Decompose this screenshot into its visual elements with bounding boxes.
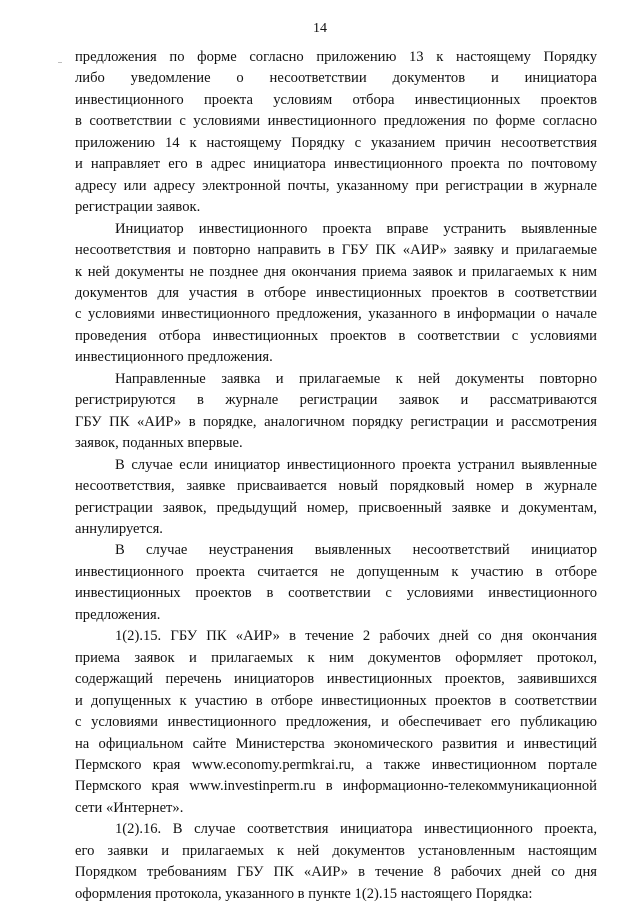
text-line: регистрации заявок.	[75, 199, 201, 216]
text-line: регистрируются в журнале регистрации заявок и рассматриваются	[75, 392, 597, 409]
text-line: и допущенных к участию в отборе инвестиционных проектов в соответствии	[75, 692, 597, 709]
text-line: ГБУ ПК «АИР» в порядке, аналогичном порядку регистрации и рассмотрения	[75, 413, 597, 430]
text-line: Инициатор инвестиционного проекта вправе устранить выявленные	[115, 220, 597, 237]
text-line: Порядком требованиям ГБУ ПК «АИР» в течение 8 рабочих дней со дня	[75, 864, 597, 881]
text-line: заявок, поданных впервые.	[75, 435, 243, 452]
text-line: документов для участия в отборе инвестиционных проектов в соответствии	[75, 284, 597, 301]
text-line: В случае если инициатор инвестиционного проекта устранил выявленные	[115, 456, 597, 473]
text-line: инвестиционного проекта считается не допущенным к участию в отборе	[75, 563, 597, 580]
text-line: предложения.	[75, 606, 161, 623]
text-line: инвестиционных проектов в соответствии с условиями инвестиционного	[75, 585, 597, 602]
scan-artifact: ..	[58, 56, 62, 65]
text-line: В случае неустранения выявленных несоответствий инициатор	[115, 542, 597, 559]
text-line: его заявки и прилагаемых к ней документов установленным настоящим	[75, 842, 597, 859]
text-line: содержащий перечень инициаторов инвестиционных проектов, заявившихся	[75, 671, 597, 688]
text-line: на официальном сайте Министерства экономического развития и инвестиций	[75, 735, 597, 752]
text-line: либо уведомление о несоответствии документов и инициатора	[75, 70, 597, 87]
text-line: оформления протокола, указанного в пункте 1(2).15 настоящего Порядка:	[75, 885, 533, 902]
text-line: 1(2).15. ГБУ ПК «АИР» в течение 2 рабочих дней со дня окончания	[115, 628, 597, 645]
text-line: проведения отбора инвестиционных проектов в соответствии с условиями	[75, 327, 597, 344]
text-line: с условиями инвестиционного предложения, указанного в информации о начале	[75, 306, 597, 323]
text-line: в соответствии с условиями инвестиционного предложения по форме согласно	[75, 113, 597, 130]
text-line: с условиями инвестиционного предложения, и обеспечивает его публикацию	[75, 714, 597, 731]
text-line: Пермского края www.investinperm.ru в информационно-телекоммуникационной	[75, 778, 597, 795]
text-line: адресу или адресу электронной почты, указанному при регистрации в журнале	[75, 177, 597, 194]
text-line: несоответствия и повторно направить в ГБУ ПК «АИР» заявку и прилагаемые	[75, 242, 597, 259]
text-line: предложения по форме согласно приложению 13 к настоящему Порядку	[75, 49, 597, 65]
text-line: регистрации заявок, предыдущий номер, присвоенный заявке и документам,	[75, 499, 597, 516]
text-line: Пермского края www.economy.permkrai.ru, а также инвестиционном портале	[75, 756, 597, 773]
text-line: Направленные заявка и прилагаемые к ней документы повторно	[115, 370, 597, 387]
text-line: приема заявок и прилагаемых к ним документов оформляет протокол,	[75, 649, 597, 666]
text-line: аннулируется.	[75, 520, 163, 537]
text-line: несоответствия, заявке присваивается новый порядковый номер в журнале	[75, 478, 597, 495]
text-line: инвестиционного предложения.	[75, 349, 273, 366]
text-line: и направляет его в адрес инициатора инвестиционного проекта по почтовому	[75, 156, 597, 173]
text-line: 1(2).16. В случае соответствия инициатора инвестиционного проекта,	[115, 821, 597, 838]
text-line: сети «Интернет».	[75, 799, 184, 816]
text-line: к ней документы не позднее дня окончания приема заявок и прилагаемых к ним	[75, 263, 597, 280]
text-line: инвестиционного проекта условиям отбора инвестиционных проектов	[75, 91, 597, 108]
page-number: 14	[313, 21, 327, 36]
text-line: приложению 14 к настоящему Порядку с указанием причин несоответствия	[75, 134, 597, 151]
document-body	[75, 47, 597, 905]
